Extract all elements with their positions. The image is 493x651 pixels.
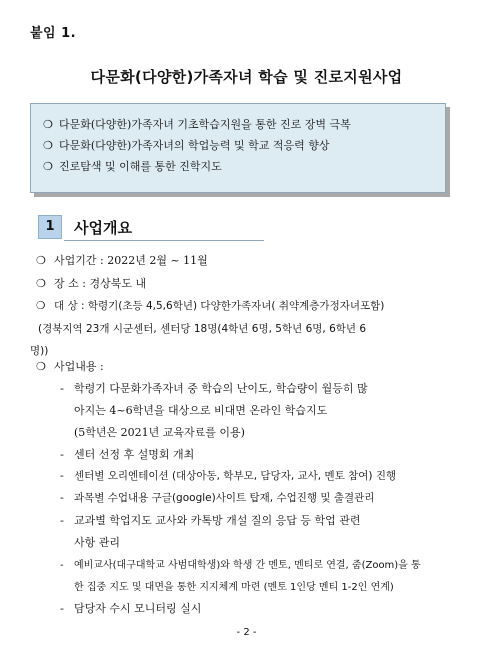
overview-period (36, 252, 208, 268)
document-title: 다문화(다양한)가족자녀 학습 및 진로지원사업 (90, 68, 403, 86)
content-item (60, 490, 374, 505)
summary-item (43, 135, 445, 156)
dash-bullet: - (60, 470, 64, 482)
section-title: 사업개요 (74, 219, 132, 237)
content-item-text: 과목별 수업내용 구글(google)사이트 탑재, 수업진행 및 출결관리 (74, 492, 375, 504)
overview-target-continued: (경북지역 23개 시군센터, 센터당 18명(4학년 6명, 5학년 6명, 6학년 6 (38, 323, 367, 335)
content-item (60, 446, 194, 462)
overview-target (36, 298, 384, 313)
circle-bullet-icon: ❍ (43, 139, 53, 152)
content-item-continued: 아지는 4~6학년을 대상으로 비대면 온라인 학습지도 (74, 404, 328, 417)
target-text: 대 상 : 학령기(초등 4,5,6학년) 다양한가족자녀( 취약계층가정자녀포함) (54, 300, 385, 312)
appendix-label: 붙임 1. (30, 26, 77, 41)
summary-text: 진로탐색 및 이해를 통한 진학지도 (59, 160, 222, 173)
summary-box (30, 103, 446, 193)
content-item (60, 468, 396, 483)
overview-target-continued: 명)) (30, 345, 49, 357)
summary-item (43, 156, 445, 177)
content-item (60, 600, 201, 616)
dash-bullet: - (60, 492, 64, 504)
circle-bullet-icon: ❍ (36, 300, 46, 312)
content-label-text: 사업내용 : (54, 360, 104, 373)
circle-bullet-icon: ❍ (36, 277, 46, 290)
dash-bullet: - (60, 514, 64, 527)
content-item-text: 센터별 오리엔테이션 (대상아동, 학부모, 담당자, 교사, 멘토 참여) 진행 (74, 470, 397, 482)
overview-place (36, 275, 146, 291)
content-item (60, 512, 361, 528)
content-item-continued: 사항 관리 (74, 536, 121, 549)
summary-item (43, 114, 445, 135)
summary-text: 다문화(다양한)가족자녀의 학업능력 및 학교 적응력 향상 (59, 139, 330, 152)
circle-bullet-icon: ❍ (43, 160, 53, 173)
content-item-text: 예비교사(대구대학교 사범대학생)와 학생 간 멘토, 멘티로 연결, 줌(Zoom)을 통 (74, 560, 421, 571)
circle-bullet-icon: ❍ (43, 118, 53, 131)
section-heading (36, 212, 264, 242)
content-item-text: 학령기 다문화가족자녀 중 학습의 난이도, 학습량이 월등히 많 (74, 382, 368, 395)
content-item-continued: (5학년은 2021년 교육자료를 이용) (74, 426, 245, 439)
dash-bullet: - (60, 602, 64, 615)
overview-content-label (36, 358, 104, 374)
circle-bullet-icon: ❍ (36, 360, 46, 373)
summary-text: 다문화(다양한)가족자녀 기초학습지원을 통한 진로 장벽 극복 (59, 118, 351, 131)
content-item-text: 교과별 학업지도 교사와 카톡방 개설 질의 응답 등 학업 관련 (74, 514, 361, 527)
place-text: 장 소 : 경상북도 내 (54, 277, 147, 290)
content-item-continued: 한 집중 지도 및 대면을 통한 지지체계 마련 (멘토 1인당 멘티 1-2인 연계) (74, 582, 394, 593)
circle-bullet-icon: ❍ (36, 254, 46, 267)
page-number: - 2 - (236, 627, 257, 638)
section-underline (64, 240, 264, 241)
period-text: 사업기간 : 2022년 2월 ~ 11월 (54, 254, 208, 267)
content-item (60, 380, 368, 396)
section-number: 1 (38, 215, 62, 239)
dash-bullet: - (60, 560, 64, 571)
content-item-text: 담당자 수시 모니터링 실시 (74, 602, 202, 615)
content-item-text: 센터 선정 후 설명회 개최 (74, 448, 195, 461)
dash-bullet: - (60, 382, 64, 395)
content-item (60, 556, 421, 571)
dash-bullet: - (60, 448, 64, 461)
